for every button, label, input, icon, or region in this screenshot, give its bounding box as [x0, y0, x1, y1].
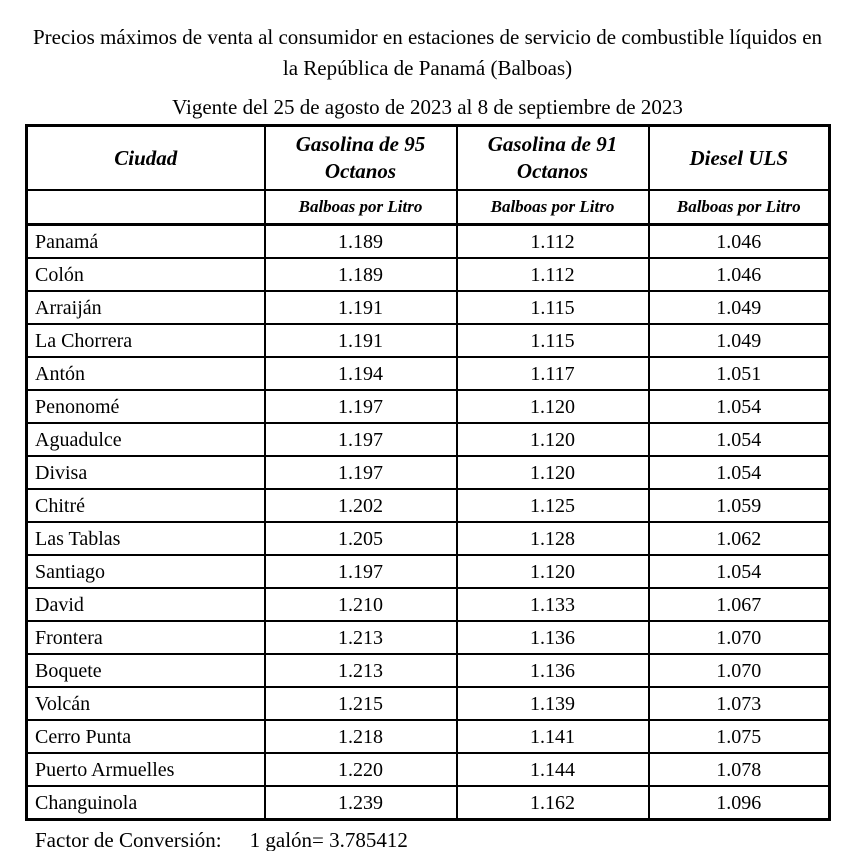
price-diesel: 1.070: [649, 621, 830, 654]
city-name: Antón: [27, 357, 265, 390]
table-row: [27, 489, 830, 522]
price-g91: 1.136: [457, 621, 649, 654]
price-g95: 1.215: [265, 687, 457, 720]
price-g91: 1.112: [457, 225, 649, 259]
document-title: Precios máximos de venta al consumidor en estaciones de servicio de combustible líquidos en la República de Panamá (Balboas): [32, 25, 823, 80]
price-g91: 1.136: [457, 654, 649, 687]
price-g91: 1.120: [457, 423, 649, 456]
city-name: Puerto Armuelles: [27, 753, 265, 786]
city-name: Boquete: [27, 654, 265, 687]
price-g91: 1.162: [457, 786, 649, 820]
price-g95: 1.197: [265, 555, 457, 588]
city-name: Volcán: [27, 687, 265, 720]
column-header-gasolina-91: Gasolina de 91 Octanos: [457, 126, 649, 191]
city-name: David: [27, 588, 265, 621]
table-row: [27, 687, 830, 720]
price-g95: 1.213: [265, 654, 457, 687]
price-g95: 1.197: [265, 390, 457, 423]
city-name: Arraiján: [27, 291, 265, 324]
table-row: [27, 456, 830, 489]
city-name: Chitré: [27, 489, 265, 522]
column-header-gasolina-95: Gasolina de 95 Octanos: [265, 126, 457, 191]
city-name: Frontera: [27, 621, 265, 654]
price-g91: 1.112: [457, 258, 649, 291]
city-name: La Chorrera: [27, 324, 265, 357]
price-diesel: 1.070: [649, 654, 830, 687]
table-row: [27, 357, 830, 390]
city-name: Las Tablas: [27, 522, 265, 555]
table-row: [27, 654, 830, 687]
table-row: [27, 258, 830, 291]
price-diesel: 1.054: [649, 555, 830, 588]
city-name: Divisa: [27, 456, 265, 489]
document-page: [0, 22, 855, 851]
price-diesel: 1.049: [649, 324, 830, 357]
column-header-row: [27, 126, 830, 191]
table-row: [27, 621, 830, 654]
unit-cell-empty: [27, 190, 265, 225]
price-g91: 1.120: [457, 456, 649, 489]
table-row: [27, 555, 830, 588]
table-row: [27, 753, 830, 786]
price-g91: 1.128: [457, 522, 649, 555]
price-g95: 1.189: [265, 258, 457, 291]
price-g91: 1.133: [457, 588, 649, 621]
unit-cell-diesel-uls: Balboas por Litro: [649, 190, 830, 225]
price-g95: 1.220: [265, 753, 457, 786]
city-name: Santiago: [27, 555, 265, 588]
price-g95: 1.202: [265, 489, 457, 522]
unit-header-row: [27, 190, 830, 225]
price-g91: 1.115: [457, 291, 649, 324]
price-diesel: 1.054: [649, 390, 830, 423]
column-header-ciudad: Ciudad: [27, 126, 265, 191]
price-g95: 1.239: [265, 786, 457, 820]
price-diesel: 1.096: [649, 786, 830, 820]
price-diesel: 1.051: [649, 357, 830, 390]
price-g91: 1.139: [457, 687, 649, 720]
city-name: Cerro Punta: [27, 720, 265, 753]
city-name: Penonomé: [27, 390, 265, 423]
unit-cell-gasolina-95: Balboas por Litro: [265, 190, 457, 225]
conversion-factor-label: Factor de Conversión:: [35, 828, 222, 851]
price-diesel: 1.059: [649, 489, 830, 522]
price-g91: 1.115: [457, 324, 649, 357]
price-g95: 1.191: [265, 291, 457, 324]
conversion-factor: [35, 828, 855, 851]
price-g95: 1.218: [265, 720, 457, 753]
price-g95: 1.189: [265, 225, 457, 259]
fuel-price-table: [25, 124, 831, 821]
price-diesel: 1.078: [649, 753, 830, 786]
table-body: [27, 225, 830, 820]
price-diesel: 1.062: [649, 522, 830, 555]
price-g95: 1.197: [265, 423, 457, 456]
table-row: [27, 324, 830, 357]
unit-cell-gasolina-91: Balboas por Litro: [457, 190, 649, 225]
table-row: [27, 225, 830, 259]
city-name: Changuinola: [27, 786, 265, 820]
city-name: Colón: [27, 258, 265, 291]
price-g95: 1.213: [265, 621, 457, 654]
price-g91: 1.125: [457, 489, 649, 522]
price-g95: 1.205: [265, 522, 457, 555]
price-g95: 1.197: [265, 456, 457, 489]
price-g91: 1.144: [457, 753, 649, 786]
city-name: Panamá: [27, 225, 265, 259]
price-diesel: 1.067: [649, 588, 830, 621]
price-g91: 1.120: [457, 390, 649, 423]
table-row: [27, 390, 830, 423]
validity-period: Vigente del 25 de agosto de 2023 al 8 de septiembre de 2023: [172, 95, 683, 119]
price-g91: 1.117: [457, 357, 649, 390]
price-g95: 1.194: [265, 357, 457, 390]
table-row: [27, 588, 830, 621]
price-g91: 1.141: [457, 720, 649, 753]
table-row: [27, 786, 830, 820]
price-diesel: 1.054: [649, 456, 830, 489]
column-header-diesel-uls: Diesel ULS: [649, 126, 830, 191]
price-diesel: 1.046: [649, 258, 830, 291]
table-row: [27, 423, 830, 456]
table-row: [27, 291, 830, 324]
price-g95: 1.210: [265, 588, 457, 621]
table-header: [27, 126, 830, 225]
price-diesel: 1.046: [649, 225, 830, 259]
price-g95: 1.191: [265, 324, 457, 357]
price-diesel: 1.075: [649, 720, 830, 753]
price-diesel: 1.073: [649, 687, 830, 720]
price-g91: 1.120: [457, 555, 649, 588]
table-row: [27, 522, 830, 555]
city-name: Aguadulce: [27, 423, 265, 456]
table-row: [27, 720, 830, 753]
price-diesel: 1.054: [649, 423, 830, 456]
price-diesel: 1.049: [649, 291, 830, 324]
conversion-factor-value: 1 galón= 3.785412: [249, 828, 408, 851]
